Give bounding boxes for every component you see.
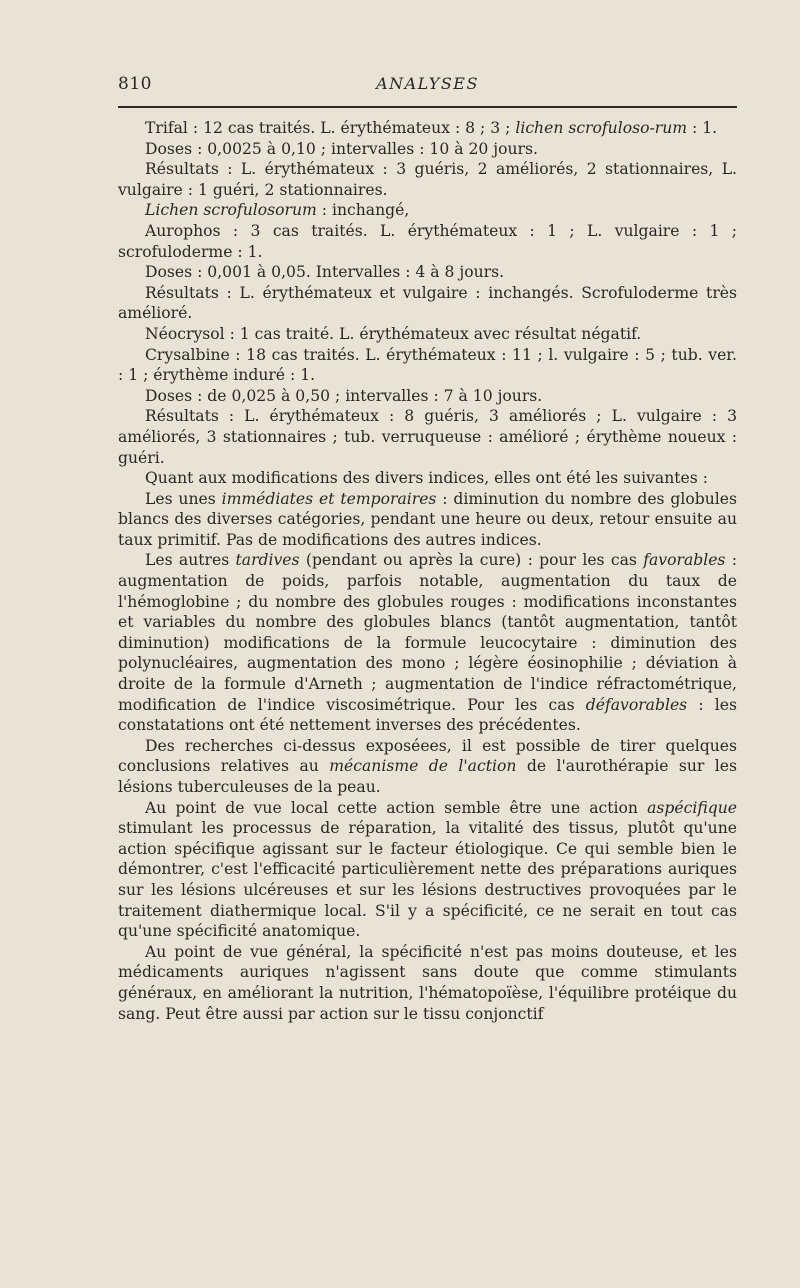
text-run: : diminution du nombre des globules blancs des diverses catégories, pendant une heure ou deux, retour ensuite au taux primitif. Pas de modifications des autres indices. [118,489,738,549]
paragraph [118,386,737,407]
running-head: ANALYSES [376,74,479,93]
text-run: Des recherches ci-dessus exposéees, il est possible de tirer quelques conclusions relatives au [118,736,737,776]
paragraph [118,942,737,1024]
paragraph [118,324,737,345]
text-run: : augmentation de poids, parfois notable, augmentation du taux de l'hémoglobine ; du nombre des globules rouges : modifications inconstantes et variables du nombre des globules blancs (tantôt augmentation, tantôt diminution) modifications de la formule leucocytaire : diminution des polynucléaires, augmentation des mono ; légère éosinophilie ; déviation à droite de la formule d'Arneth ; augmentation de l'indice réfractométrique, modification de l'indice viscosimétrique. Pour les cas [118,551,738,714]
italic-run: défavorables [585,695,688,714]
text-run: Résultats : L. érythémateux : 8 guéris, 3 améliorés ; L. vulgaire : 3 améliorés, 3 stationnaires ; tub. verruqueuse : amélioré ; érythème noueux : guéri. [118,407,737,467]
paragraph [118,406,737,468]
italic-run: lichen scrofuloso-rum [515,119,688,137]
text-run: Doses : de 0,025 à 0,50 ; intervalles : 7 à 10 jours. [145,386,543,405]
text-run: Doses : 0,001 à 0,05. Intervalles : 4 à 8 jours. [145,263,505,282]
paragraph [118,139,737,160]
paragraph [118,798,737,942]
paragraph [118,345,737,386]
text-run: Quant aux modifications des divers indices, elles ont été les suivantes : [145,469,708,488]
page-header [118,74,737,98]
text-run: Les unes [145,489,222,508]
text-run: Trifal : 12 cas traités. L. érythémateux : 8 ; 3 ; [145,119,516,137]
text-run: Au point de vue local cette action semble être une action [145,798,648,817]
text-run: : 1. [687,119,718,137]
paragraph [118,200,737,221]
italic-run: mécanisme de l'action [329,757,517,776]
text-run: Crysalbine : 18 cas traités. L. érythémateux : 11 ; l. vulgaire : 5 ; tub. ver. : 1 ; érythème induré : 1. [118,345,737,385]
italic-run: Lichen scrofulosorum [145,201,317,220]
italic-run: tardives [235,551,300,570]
text-run: (pendant ou après la cure) : pour les cas [299,551,644,570]
text-run: Les autres [145,551,236,570]
italic-run: immédiates et temporaires [221,489,437,508]
paragraph [118,489,737,551]
text-run: Doses : 0,0025 à 0,10 ; intervalles : 10 à 20 jours. [145,139,538,158]
text-run: : les constatations ont été nettement inverses des précédentes. [118,695,738,735]
paragraph [118,118,737,139]
text-run: Résultats : L. érythémateux : 3 guéris, 2 améliorés, 2 stationnaires, L. vulgaire : 1 guéri, 2 stationnaires. [118,160,737,199]
text-run: stimulant les processus de réparation, la vitalité des tissus, plutôt qu'une action spécifique agissant sur le facteur étiologique. Ce qui semble bien le démontrer, c'est l'efficacité particulièrement nette des préparations auriques sur les lésions ulcéreuses et sur les lésions destructives provoquées par le traitement diathermique local. S'il y a spécificité, ce ne serait en tout cas qu'une spécificité anatomique. [118,819,737,941]
paragraph [118,736,737,798]
text-run: de l'aurothérapie sur les lésions tuberculeuses de la peau. [118,757,737,796]
header-rule [118,106,737,108]
text-run: Au point de vue général, la spécificité n'est pas moins douteuse, et les médicaments auriques n'agissent sans doute que comme stimulants généraux, en améliorant la nutrition, l'hématopoïèse, l'équilibre protéique du sang. Peut être aussi par action sur le tissu conjonctif [118,942,737,1023]
page-number: 810 [118,74,152,94]
italic-run: aspécifique [647,798,737,817]
text-run: : inchangé, [316,201,410,220]
paragraph [118,468,737,489]
italic-run: favorables [643,551,726,570]
text-run: Aurophos : 3 cas traités. L. érythémateux : 1 ; L. vulgaire : 1 ; scrofuloderme : 1. [118,221,737,261]
paragraph [118,221,737,262]
text-run: Résultats : L. érythémateux et vulgaire : inchangés. Scrofuloderme très amélioré. [118,283,737,323]
paragraph [118,159,737,200]
body-text [118,118,737,1024]
text-run: Néocrysol : 1 cas traité. L. érythémateux avec résultat négatif. [145,324,642,343]
paragraph [118,262,737,283]
paragraph [118,550,737,735]
paragraph [118,283,737,324]
